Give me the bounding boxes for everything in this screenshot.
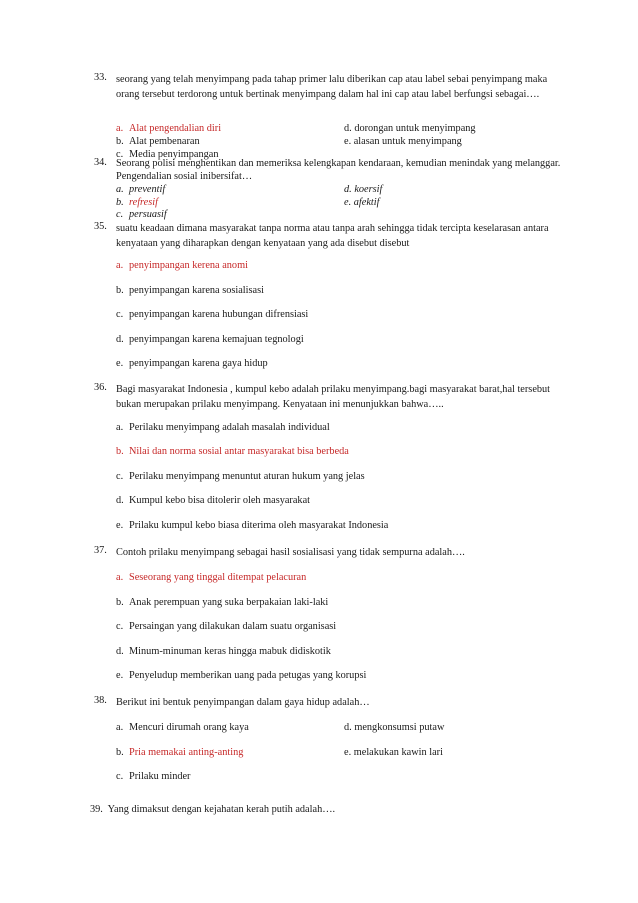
option-b: b. refresif	[116, 197, 158, 208]
question-stem: Berikut ini bentuk penyimpangan dalam gaya hidup adalah…	[116, 697, 370, 708]
option-e: e. penyimpangan karena gaya hidup	[116, 358, 268, 369]
question-stem: Seorang polisi menghentikan dan memeriksa kelengkapan kendaraan, kemudian menindak yang melanggar. Pengendalian sosial inibersifat…	[116, 158, 561, 182]
question-38	[94, 695, 564, 710]
question-number: 37.	[94, 545, 107, 556]
option-d: d. dorongan untuk menyimpang	[344, 123, 476, 134]
option-c: c. Persaingan yang dilakukan dalam suatu organisasi	[116, 621, 337, 632]
option-a: a. preventif	[116, 184, 166, 195]
question-number: 34.	[94, 157, 107, 168]
option-e: e. afektif	[344, 197, 380, 208]
question-number: 35.	[94, 221, 107, 232]
question-stem: suatu keadaan dimana masyarakat tanpa norma atau tanpa arah sehingga tidak tercipta keselarasan antara kenyataan yang diharapkan dengan kenyataan yang ada disebut disebut	[116, 223, 549, 249]
question-33	[94, 72, 564, 102]
option-a: a. Seseorang yang tinggal ditempat pelacuran	[116, 572, 307, 583]
option-b: b. Nilai dan norma sosial antar masyarakat bisa berbeda	[116, 446, 349, 457]
question-35	[94, 221, 564, 251]
option-b: b. Anak perempuan yang suka berpakaian laki-laki	[116, 597, 329, 608]
option-d: d. penyimpangan karena kemajuan tegnologi	[116, 334, 304, 345]
question-39	[90, 804, 335, 815]
option-a: a. Alat pengendalian diri	[116, 123, 222, 134]
option-e: e. alasan untuk menyimpang	[344, 136, 462, 147]
option-a: a. penyimpangan kerena anomi	[116, 260, 248, 271]
question-number: 33.	[94, 72, 107, 83]
question-36	[94, 382, 564, 412]
option-a: a. Mencuri dirumah orang kaya	[116, 722, 249, 733]
option-c: c. Prilaku minder	[116, 771, 191, 782]
option-d: d. mengkonsumsi putaw	[344, 722, 445, 733]
option-b: b. penyimpangan karena sosialisasi	[116, 285, 264, 296]
option-b: b. Pria memakai anting-anting	[116, 747, 244, 758]
option-c: c. Perilaku menyimpang menuntut aturan hukum yang jelas	[116, 471, 365, 482]
option-d: d. Kumpul kebo bisa ditolerir oleh masyarakat	[116, 495, 311, 506]
option-e: e. Prilaku kumpul kebo biasa diterima oleh masyarakat Indonesia	[116, 520, 389, 531]
question-37	[94, 545, 564, 560]
question-stem: Yang dimaksut dengan kejahatan kerah putih adalah….	[107, 804, 336, 815]
question-number: 39.	[90, 804, 103, 815]
question-stem: seorang yang telah menyimpang pada tahap primer lalu diberikan cap atau label sebai penyimpang maka orang tersebut terdorong untuk bertinak menyimpang dalam hal ini cap atau label berfungsi sebagai….	[116, 74, 548, 100]
option-d: d. Minum-minuman keras hingga mabuk didiskotik	[116, 646, 331, 657]
option-d: d. koersif	[344, 184, 383, 195]
question-34	[94, 157, 564, 183]
question-stem: Contoh prilaku menyimpang sebagai hasil sosialisasi yang tidak sempurna adalah….	[116, 547, 465, 558]
option-a: a. Perilaku menyimpang adalah masalah individual	[116, 422, 330, 433]
option-e: e. melakukan kawin lari	[344, 747, 443, 758]
question-number: 38.	[94, 695, 107, 706]
question-number: 36.	[94, 382, 107, 393]
option-b: b. Alat pembenaran	[116, 136, 200, 147]
option-c: c. Media penyimpangan	[116, 149, 219, 160]
option-c: c. penyimpangan karena hubungan difrensiasi	[116, 309, 309, 320]
question-stem: Bagi masyarakat Indonesia , kumpul kebo adalah prilaku menyimpang.bagi masyarakat barat,hal tersebut bukan merupakan prilaku menyimpang. Kenyataan ini menunjukkan bahwa…..	[116, 384, 551, 410]
option-c: c. persuasif	[116, 209, 167, 220]
option-e: e. Penyeludup memberikan uang pada petugas yang korupsi	[116, 670, 367, 681]
